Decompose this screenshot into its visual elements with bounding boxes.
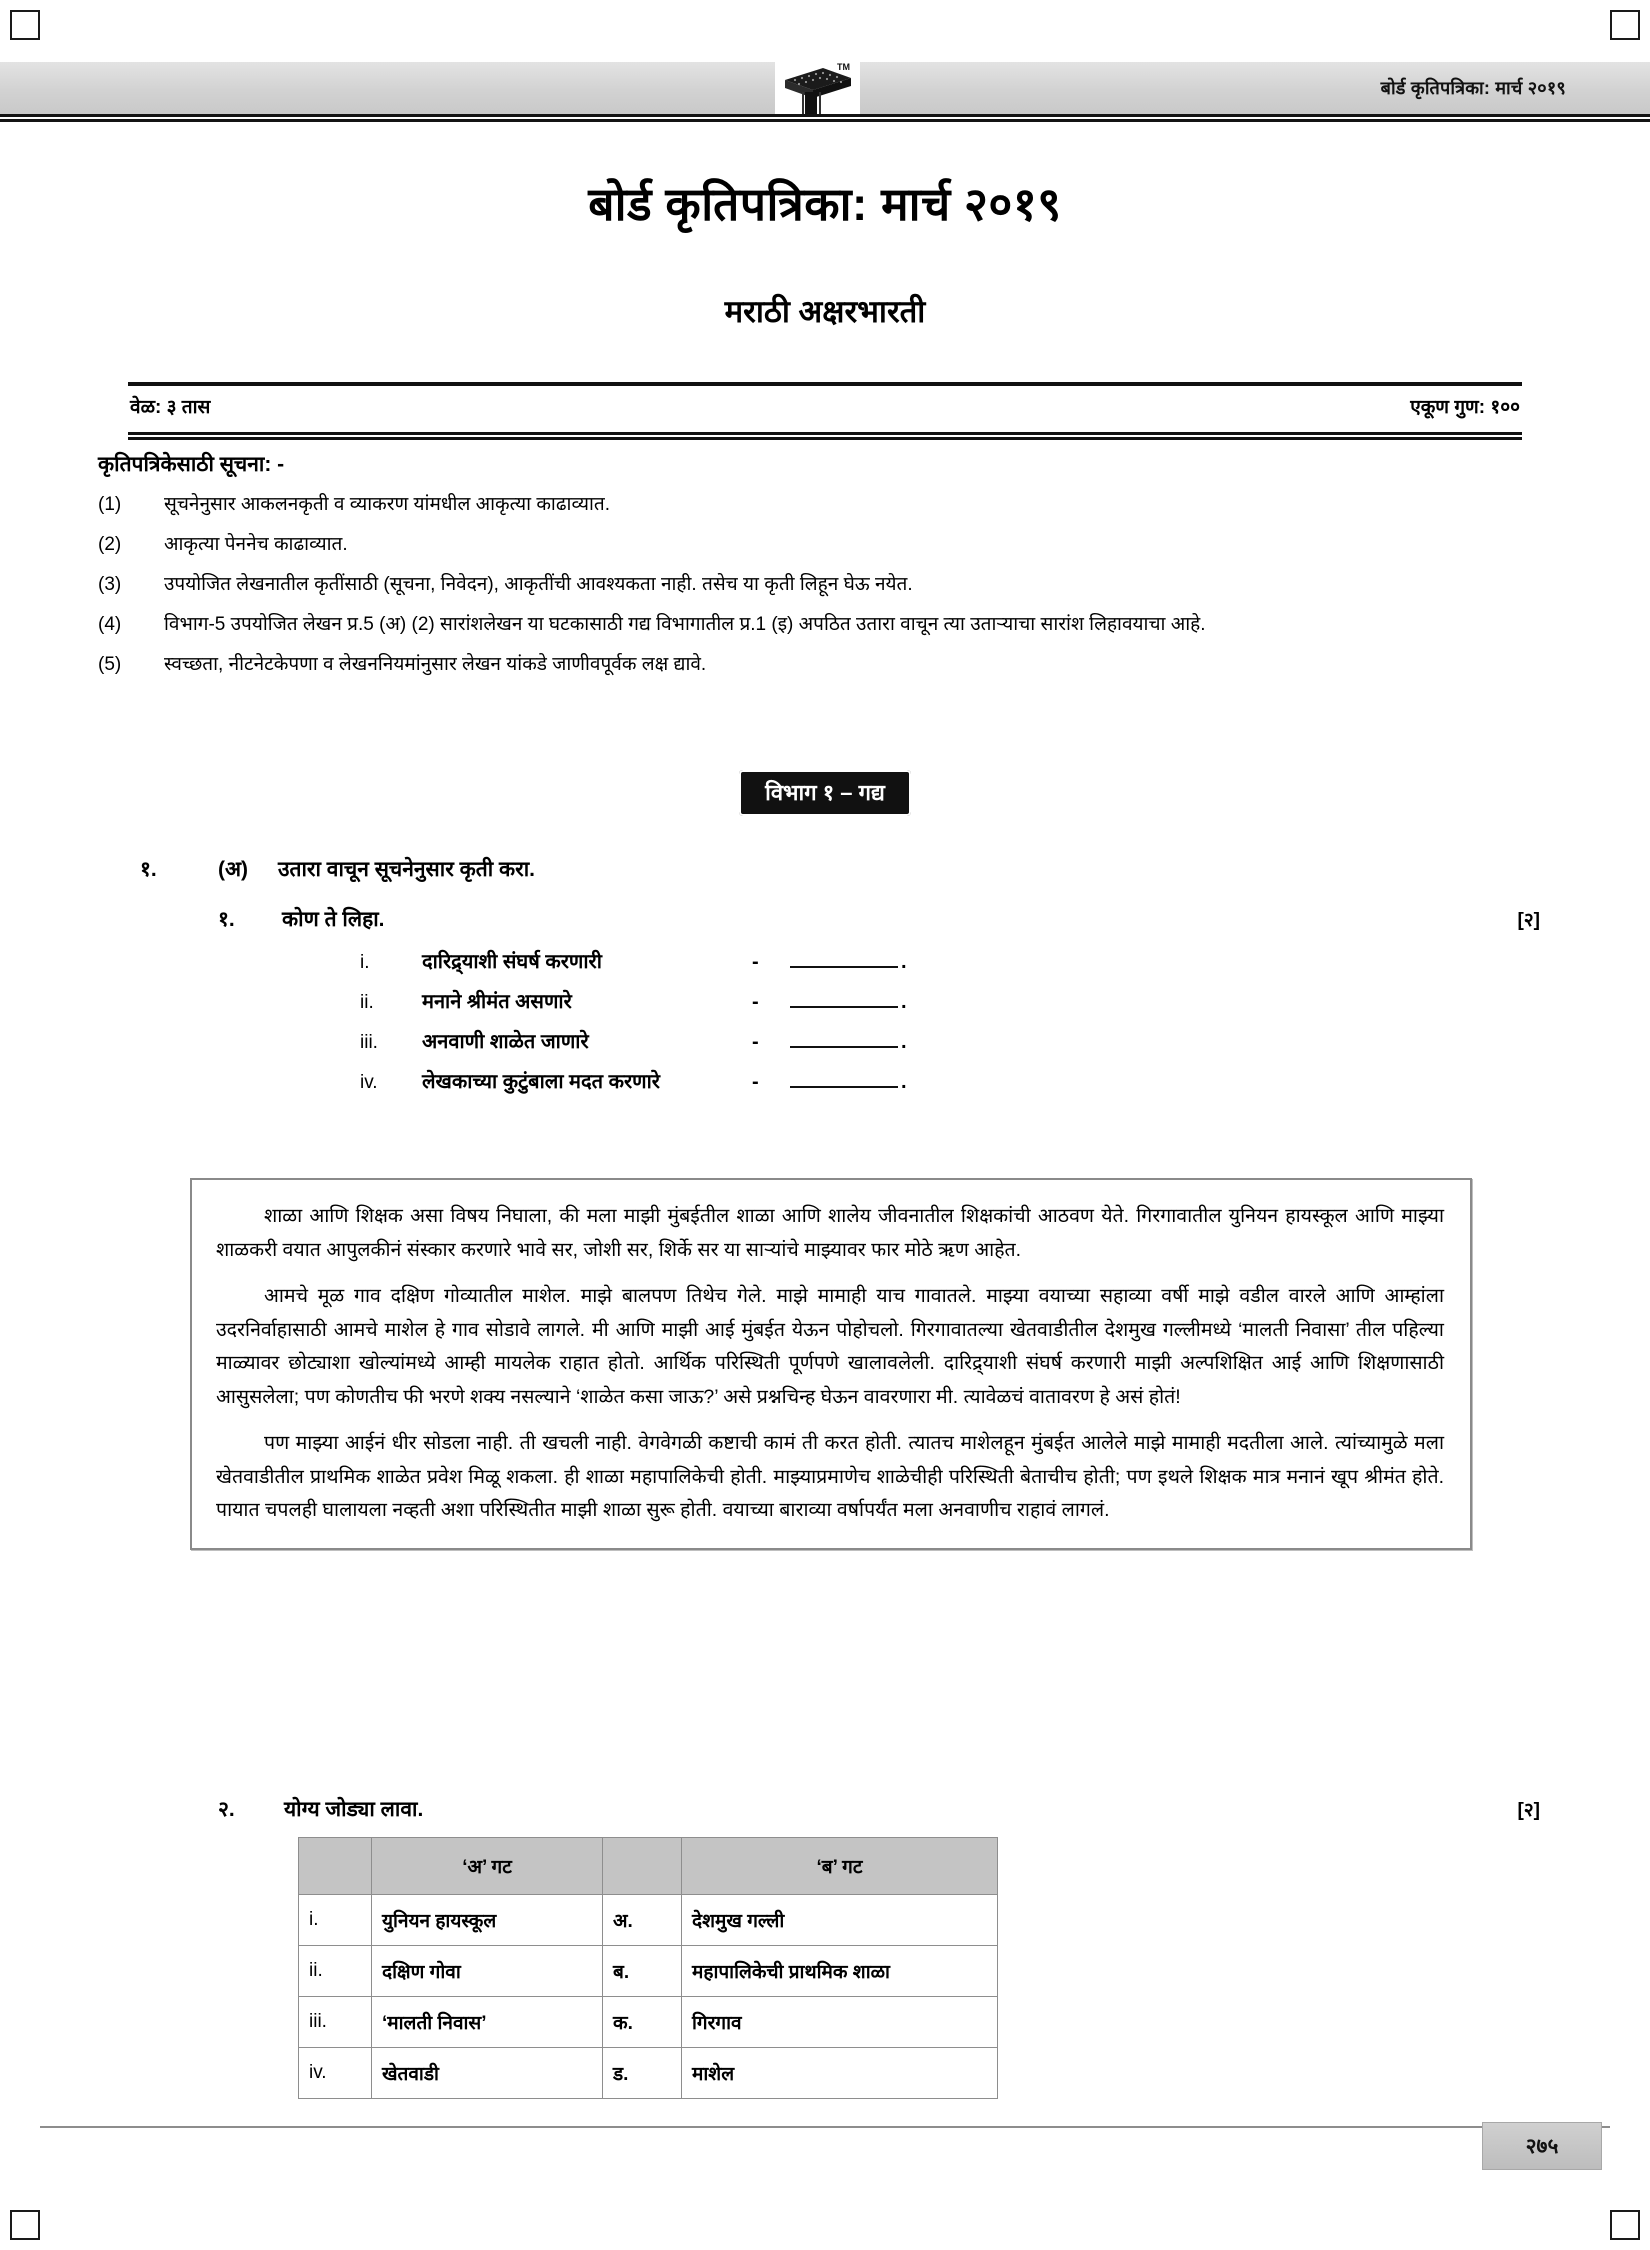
cell-group-a: युनियन हायस्कूल: [372, 1895, 603, 1946]
cell-index: iv.: [299, 2048, 372, 2099]
answer-blank-row: [360, 987, 1540, 1014]
table-header-key: [603, 1838, 682, 1895]
exam-total-marks: एकूण गुण: १००: [1410, 397, 1520, 418]
instruction-item: [98, 652, 1540, 679]
passage-paragraph: पण माझ्या आईनं धीर सोडला नाही. ती खचली नाही. वेगवेगळी कष्टाची कामं ती करत होती. त्यातच माशेलहून मुंबईत आलेले माझे मामाही मदतीला आले. त्यांच्यामुळे मला खेतवाडीतील प्राथमिक शाळेत प्रवेश मिळू शकला. ही शाळा महापालिकेची होती. माझ्याप्रमाणेच शाळेचीही परिस्थिती बेताचीच होती; पण इथले शिक्षक मात्र मनानं खूप श्रीमंत होते. पायात चपलही घालायला नव्हती अशा परिस्थितीत माझी शाळा सुरू होती. वयाच्या बाराव्या वर्षापर्यंत मला अनवाणीच राहावं लागलं.: [216, 1432, 1444, 1522]
cell-group-a: ‘मालती निवास’: [372, 1997, 603, 2048]
instruction-text: सूचनेनुसार आकलनकृती व व्याकरण यांमधील आकृत्या काढाव्यात.: [164, 494, 611, 515]
page-subtitle: मराठी अक्षरभारती: [724, 294, 926, 329]
cell-group-a: खेतवाडी: [372, 2048, 603, 2099]
instruction-text: आकृत्या पेननेच काढाव्यात.: [164, 533, 348, 555]
roman-clue: अनवाणी शाळेत जाणारे: [422, 1031, 589, 1053]
matching-pairs-table: [298, 1837, 998, 2099]
passage-paragraph: शाळा आणि शिक्षक असा विषय निघाला, की मला माझी मुंबईतील शाळा आणि शालेय जीवनातील शिक्षकांची आठवण येते. गिरगावातील युनियन हायस्कूल आणि माझ्या शाळकरी वयात आपुलकीनं संस्कार करणारे भावे सर, जोशी सर, शिर्के सर या साऱ्यांचे माझ्यावर फार मोठे ऋण आहेत.: [216, 1205, 1444, 1261]
question-2-number: २.: [218, 1798, 235, 1821]
roman-label: iv.: [360, 1072, 378, 1093]
crop-mark-bottom-left: [10, 2210, 40, 2240]
roman-label: i.: [360, 952, 370, 973]
meta-rule-bottom: [128, 432, 1522, 440]
roman-dash: -: [752, 1071, 759, 1093]
table-header-index: [299, 1838, 372, 1895]
table-row: [299, 2048, 998, 2099]
instruction-text: विभाग-5 उपयोजित लेखन प्र.5 (अ) (2) सारांशलेखन या घटकासाठी गद्य विभागातील प्र.1 (इ) अपठित उतारा वाचून त्या उताऱ्याचा सारांश लिहावयाचा आहे.: [164, 613, 1206, 635]
section-banner: विभाग १ – गद्य: [739, 770, 911, 816]
answer-blank-period: .: [901, 991, 907, 1013]
sub-question-marks: [२]: [1517, 910, 1540, 931]
roman-dash: -: [752, 991, 759, 1013]
cell-index: ii.: [299, 1946, 372, 1997]
page-header: [0, 62, 1650, 114]
instruction-text: उपयोजित लेखनातील कृतींसाठी (सूचना, निवेदन), आकृतींची आवश्यकता नाही. तसेच या कृती लिहून घेऊ नयेत.: [164, 573, 913, 595]
cell-index: i.: [299, 1895, 372, 1946]
question-2-block: [218, 1795, 1540, 2099]
cell-key: ब.: [603, 1946, 682, 1997]
exam-duration: वेळ: ३ तास: [130, 397, 211, 418]
answer-blank-period: .: [901, 1031, 907, 1053]
cell-index: iii.: [299, 1997, 372, 2048]
table-header-row: [299, 1838, 998, 1895]
cell-group-a: दक्षिण गोवा: [372, 1946, 603, 1997]
page-number-badge: २७५: [1482, 2122, 1602, 2170]
question-1-part: (अ): [218, 858, 249, 881]
reading-passage-box: [190, 1178, 1472, 1550]
answer-blanks-list: [140, 947, 1540, 1094]
instruction-item: [98, 612, 1540, 639]
cell-key: क.: [603, 1997, 682, 2048]
question-2-text: योग्य जोड्या लावा.: [284, 1798, 424, 1821]
instruction-number: (4): [98, 613, 122, 635]
instruction-item: [98, 572, 1540, 599]
passage-paragraph: आमचे मूळ गाव दक्षिण गोव्यातील माशेल. माझे बालपण तिथेच गेले. माझे मामाही याच गावातले. माझ्या वयाच्या सहाव्या वर्षी माझे वडील वारले आणि आम्हांला उदरनिर्वाहासाठी आमचे माशेल हे गाव सोडावे लागले. मी आणि माझी आई मुंबईत येऊन पोहोचलो. गिरगावातल्या खेतवाडीतील देशमुख गल्लीमध्ये ‘मालती निवासा’ तील पहिल्या माळ्यावर छोट्याशा खोल्यांमध्ये आम्ही मायलेक राहात होतो. आर्थिक परिस्थिती पूर्णपणे खालावलेली. दारिद्र्याशी संघर्ष करणारी माझी अल्पशिक्षित आई आणि शिक्षणासाठी आसुसलेला; पण कोणतीच फी भरणे शक्य नसल्याने ‘शाळेत कसा जाऊ?’ असे प्रश्नचिन्ह घेऊन वावरणारा मी. त्यावेळचं वातावरण हे असं होतं!: [216, 1285, 1444, 1408]
cell-key: अ.: [603, 1895, 682, 1946]
table-row: [299, 1997, 998, 2048]
instruction-number: (5): [98, 653, 122, 675]
meta-row: [128, 386, 1522, 428]
instruction-number: (3): [98, 573, 122, 595]
footer-divider-rule: [40, 2126, 1610, 2128]
instruction-number: (2): [98, 533, 122, 555]
cell-group-b: माशेल: [682, 2048, 998, 2099]
roman-clue: मनाने श्रीमंत असणारे: [422, 991, 572, 1013]
crop-mark-top-left: [10, 10, 40, 40]
table-row: [299, 1895, 998, 1946]
header-divider-rule: [0, 114, 1650, 122]
question-2-heading: [218, 1795, 1540, 1823]
publisher-logo-icon: [775, 56, 861, 120]
instruction-text: स्वच्छता, नीटनेटकेपणा व लेखननियमांनुसार लेखन यांकडे जाणीवपूर्वक लक्ष द्यावे.: [164, 653, 707, 675]
question-1-text: उतारा वाचून सूचनेनुसार कृती करा.: [278, 858, 535, 881]
sub-question-number: १.: [218, 908, 235, 931]
cell-group-b: देशमुख गल्ली: [682, 1895, 998, 1946]
header-running-title: बोर्ड कृतिपत्रिका: मार्च २०१९: [1380, 78, 1566, 98]
answer-blank-field[interactable]: [790, 989, 898, 1008]
question-1-sub-1-heading: [140, 905, 1540, 933]
instructions-heading: कृतिपत्रिकेसाठी सूचना: -: [98, 453, 285, 476]
sub-question-text: कोण ते लिहा.: [282, 908, 385, 931]
roman-dash: -: [752, 951, 759, 973]
table-header-group-a: ‘अ’ गट: [372, 1838, 603, 1895]
roman-dash: -: [752, 1031, 759, 1053]
question-1-heading: [140, 855, 1540, 883]
answer-blank-period: .: [901, 951, 907, 973]
instruction-number: (1): [98, 494, 122, 515]
instructions-section: [98, 450, 1540, 692]
header-band-left: [0, 62, 775, 114]
crop-mark-top-right: [1610, 10, 1640, 40]
answer-blank-period: .: [901, 1071, 907, 1093]
roman-clue: दारिद्र्याशी संघर्ष करणारी: [422, 951, 602, 973]
table-header-group-b: ‘ब’ गट: [682, 1838, 998, 1895]
table-row: [299, 1946, 998, 1997]
question-1-block: [140, 855, 1540, 1107]
question-2-marks: [२]: [1517, 1800, 1540, 1821]
trademark-label: TM: [837, 62, 850, 72]
section-banner-wrap: [0, 770, 1650, 816]
question-1-number: १.: [140, 858, 157, 881]
instruction-item: [98, 532, 1540, 559]
answer-blank-field[interactable]: [790, 1029, 898, 1048]
answer-blank-row: [360, 1027, 1540, 1054]
page-title: बोर्ड कृतिपत्रिका: मार्च २०१९: [588, 178, 1062, 230]
answer-blank-field[interactable]: [790, 1069, 898, 1088]
cell-group-b: गिरगाव: [682, 1997, 998, 2048]
exam-meta-bar: [128, 382, 1522, 440]
answer-blank-row: [360, 1067, 1540, 1094]
cell-key: ड.: [603, 2048, 682, 2099]
roman-clue: लेखकाच्या कुटुंबाला मदत करणारे: [422, 1071, 660, 1093]
crop-mark-bottom-right: [1610, 2210, 1640, 2240]
roman-label: iii.: [360, 1032, 378, 1053]
answer-blank-field[interactable]: [790, 949, 898, 968]
cell-group-b: महापालिकेची प्राथमिक शाळा: [682, 1946, 998, 1997]
answer-blank-row: [360, 947, 1540, 974]
roman-label: ii.: [360, 992, 374, 1013]
instruction-item: [98, 492, 1540, 519]
